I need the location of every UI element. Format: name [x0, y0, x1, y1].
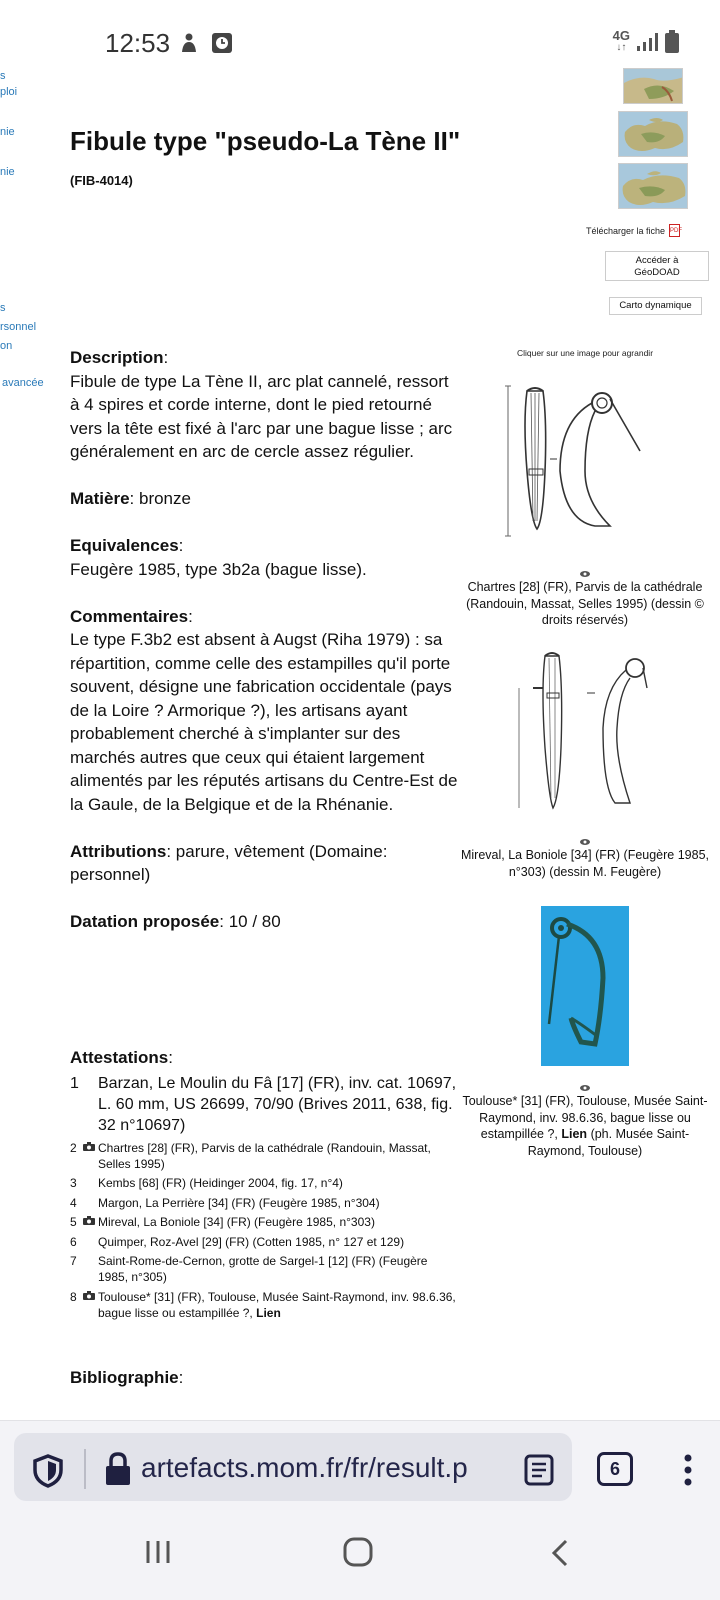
camera-icon — [83, 1291, 95, 1300]
list-item — [70, 1214, 460, 1230]
item-number: 5 — [70, 1215, 77, 1229]
image-caption: Chartres [28] (FR), Parvis de la cathédrale (Randouin, Massat, Selles 1995) (dessin © droits réservés) — [466, 580, 704, 627]
sidenav-link[interactable]: avancée — [2, 377, 44, 389]
record-code: (FIB-4014) — [70, 173, 133, 188]
pdf-icon: PDF — [669, 224, 680, 237]
alarm-icon — [211, 32, 233, 54]
map-thumbnail[interactable] — [618, 111, 688, 157]
item-text: Barzan, Le Moulin du Fâ [17] (FR), inv. cat. 10697, L. 60 mm, US 26699, 70/90 (Brives 2011, 638, fig. 32 n°10697) — [98, 1075, 457, 1134]
eye-icon[interactable] — [580, 570, 590, 578]
commentaires-section: Commentaires: Le type F.3b2 est absent à Augst (Riha 1979) : sa répartition, comme celle des estampilles qu'il porte souvent, désigne une fabrication occidentale (pays de la Loire ? Armorique ?), les artisans ayant probablement cherché à s'implanter sur des marchés autres que ceux qui étaient largement alimentés par les réputés artisans du Centre-Est de la Gaule, de la Belgique et de la Rhénanie. — [70, 606, 458, 814]
gallery-hint: Cliquer sur une image pour agrandir — [516, 348, 654, 358]
shield-icon[interactable] — [32, 1454, 64, 1488]
matiere-label: Matière — [70, 489, 130, 508]
fibula-drawing-1[interactable] — [505, 381, 655, 541]
list-item — [70, 1175, 460, 1191]
camera-icon — [83, 1216, 95, 1225]
bibliographie-heading: Bibliographie: — [70, 1368, 184, 1387]
item-number: 7 — [70, 1254, 77, 1268]
status-right — [613, 30, 680, 54]
item-text: Mireval, La Boniole [34] (FR) (Feugère 1985, n°303) — [98, 1215, 375, 1229]
item-text: Kembs [68] (FR) (Heidinger 2004, fig. 17, n°4) — [98, 1176, 343, 1190]
list-item — [70, 1289, 460, 1321]
item-text-wrap — [98, 1289, 460, 1321]
matiere-value: bronze — [138, 489, 191, 508]
item-text: Toulouse* [31] (FR), Toulouse, Musée Saint-Raymond, inv. 98.6.36, bague lisse ou estampillée ?, — [98, 1289, 456, 1320]
list-item — [70, 1140, 460, 1172]
bibliographie-label: Bibliographie — [70, 1368, 179, 1387]
person-icon — [178, 32, 200, 54]
equivalences-text: Feugère 1985, type 3b2a (bague lisse). — [70, 559, 367, 579]
url-text[interactable]: artefacts.mom.fr/fr/result.p — [141, 1452, 468, 1483]
network-indicator — [613, 30, 630, 54]
item-number: 2 — [70, 1140, 77, 1155]
attestations-section — [70, 1046, 460, 1324]
camera-icon — [83, 1142, 95, 1151]
item-number: 1 — [70, 1075, 79, 1092]
map-image — [619, 164, 688, 209]
map-image — [624, 69, 683, 104]
image-caption: Mireval, La Boniole [34] (FR) (Feugère 1985, n°303) (dessin M. Feugère) — [460, 848, 710, 879]
attributions-section: Attributions: parure, vêtement (Domaine: personnel) — [70, 841, 388, 884]
recent-apps-icon[interactable] — [144, 1538, 172, 1566]
web-page — [0, 68, 720, 1420]
item-text: Quimper, Roz-Avel [29] (FR) (Cotten 1985, n° 127 et 129) — [98, 1234, 405, 1249]
divider — [84, 1449, 86, 1489]
fibula-photo[interactable] — [541, 906, 629, 1066]
sidenav-link[interactable]: rsonnel — [0, 321, 37, 333]
list-item — [70, 1234, 460, 1250]
item-number: 3 — [70, 1176, 77, 1190]
list-item — [70, 1073, 460, 1136]
network-label: 4G — [612, 28, 630, 43]
browser-toolbar — [0, 1420, 720, 1510]
sidenav-link[interactable]: s — [0, 70, 6, 82]
item-text: Margon, La Perrière [34] (FR) (Feugère 1985, n°304) — [98, 1195, 380, 1210]
equivalences-label: Equivalences — [70, 536, 179, 555]
sidenav-link[interactable]: nie — [0, 126, 15, 138]
caption-credit: (ph. Musée Saint-Raymond, Toulouse) — [527, 1127, 690, 1158]
attributions-label: Attributions — [70, 841, 167, 861]
sidenav-link[interactable]: on — [0, 340, 13, 352]
tab-counter-button[interactable]: 6 — [597, 1452, 633, 1486]
battery-icon — [664, 30, 680, 54]
status-bar — [0, 0, 720, 68]
caption-text: Toulouse* [31] (FR), Toulouse, Musée Saint-Raymond, inv. 98.6.36, bague lisse ou estampillée ?, — [462, 1094, 708, 1141]
map-thumbnail[interactable] — [618, 163, 688, 209]
commentaires-text: Le type F.3b2 est absent à Augst (Riha 1979) : sa répartition, comme celle des estampilles qu'il porte souvent, désigne une fabrication occidentale (pays de la Loire ? Armorique ?), les artisans ayant probablement cherché à s'implanter sur des marchés autres que ceux qui étaient largement alimentés par les réputés artisans du Centre-Est de la Gaule, de la Belgique et de la Rhénanie. — [70, 630, 458, 814]
description-label: Description — [70, 348, 164, 367]
download-sheet-link[interactable] — [586, 224, 680, 237]
back-icon[interactable] — [550, 1538, 570, 1568]
eye-icon[interactable] — [580, 838, 590, 846]
carto-dynamique-button[interactable]: Carto dynamique — [609, 297, 702, 315]
caption-lien-link[interactable]: Lien — [561, 1127, 588, 1141]
sidenav-link[interactable]: s — [0, 302, 6, 314]
attributions-value: parure, vêtement (Domaine: personnel) — [70, 841, 388, 884]
datation-section: Datation proposée: 10 / 80 — [70, 912, 281, 931]
download-label: Télécharger la fiche — [585, 225, 665, 236]
lock-icon[interactable] — [104, 1452, 132, 1486]
lien-link[interactable]: Lien — [256, 1305, 281, 1320]
commentaires-label: Commentaires — [70, 606, 189, 626]
description-text: Fibule de type La Tène II, arc plat cannelé, ressort à 4 spires et corde interne, dont le pied retourné vers la tête est fixé à l'arc par une bague lisse ; arc généralement en arc de cercle assez régulier. — [70, 371, 453, 461]
datation-value: 10 / 80 — [228, 912, 281, 931]
sidenav-link[interactable]: nie — [0, 166, 15, 178]
equivalences-section: Equivalences: Feugère 1985, type 3b2a (bague lisse). — [70, 536, 367, 579]
attestations-label: Attestations — [70, 1048, 169, 1067]
attestations-heading: Attestations: — [70, 1048, 173, 1067]
home-icon[interactable] — [342, 1536, 374, 1568]
list-item — [70, 1195, 460, 1211]
item-number-wrap — [70, 1214, 98, 1230]
item-number: 8 — [70, 1289, 77, 1304]
item-number-wrap — [70, 1140, 98, 1172]
data-arrows-icon: ↓↑ — [616, 42, 627, 53]
datation-label: Datation proposée — [70, 912, 220, 931]
item-number-wrap — [70, 1289, 98, 1321]
item-text: Saint-Rome-de-Cernon, grotte de Sargel-1 [12] (FR) (Feugère 1985, n°305) — [98, 1254, 428, 1284]
item-number: 4 — [70, 1195, 77, 1210]
matiere-section: Matière: bronze — [70, 489, 191, 508]
status-time: 12:53 — [105, 28, 171, 58]
list-item — [70, 1253, 460, 1285]
page-title: Fibule type "pseudo-La Tène II" — [70, 126, 461, 156]
geodoad-button[interactable]: Accéder à GéoDOAD — [605, 251, 709, 281]
more-options-icon[interactable] — [682, 1453, 694, 1487]
fibula-drawing-2[interactable] — [515, 648, 655, 818]
record-body — [70, 346, 460, 957]
description-section: Description: Fibule de type La Tène II, arc plat cannelé, ressort à 4 spires et corde interne, dont le pied retourné vers la tête est fixé à l'arc par une bague lisse ; arc généralement en arc de cercle assez régulier. — [70, 348, 453, 461]
attestations-list — [70, 1073, 460, 1321]
eye-icon[interactable] — [580, 1084, 590, 1092]
image-caption — [460, 1093, 710, 1159]
sidenav-link[interactable]: ploi — [0, 86, 18, 98]
map-thumbnail[interactable] — [623, 68, 683, 104]
item-text: Chartres [28] (FR), Parvis de la cathédrale (Randouin, Massat, Selles 1995) — [98, 1140, 431, 1171]
signal-icon — [636, 32, 658, 52]
map-image — [619, 112, 688, 157]
reader-mode-icon[interactable] — [524, 1454, 554, 1486]
system-navigation-bar — [0, 1510, 720, 1600]
item-number: 6 — [70, 1234, 77, 1249]
